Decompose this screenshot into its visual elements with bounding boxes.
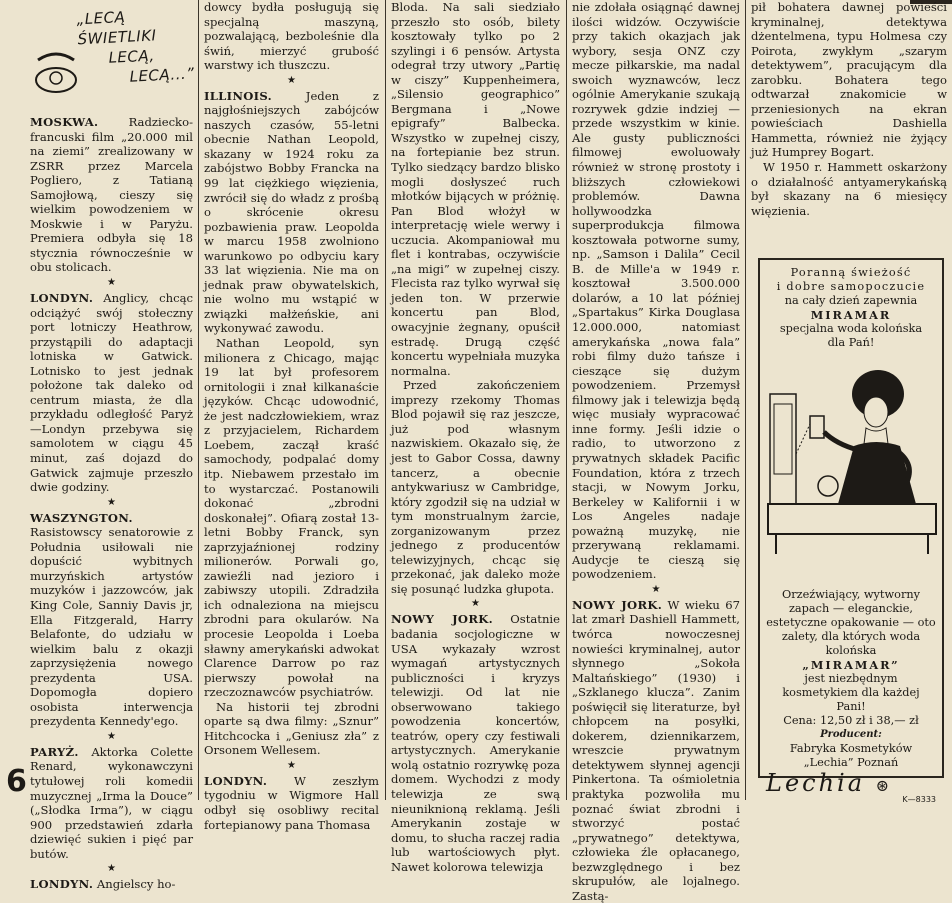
ad-description: Orzeźwiający, wytworny zapach — eleganckie, estetyczne opakowanie — oto zalety, dla których woda kolońska — [766, 588, 936, 657]
news-illinois-p3: Na historii tej zbrodni oparte są dwa filmy: „Sznur” Hitchcocka i „Geniusz zła” z Orsonem Wellesem. — [204, 699, 379, 758]
news-hammett-p2: W 1950 r. Hammett oskarżony o działalność antyamerykańską był skazany na 6 miesięcy więzienia. — [751, 160, 947, 218]
news-londyn-farmers-cont: dowcy bydła posługują się specjalną maszyną, pozwalającą, bezboleśnie dla świń, mierzyć grubość warstwy ich tłuszczu. — [204, 0, 379, 73]
separator-star: ★ — [107, 730, 116, 742]
lechia-emblem-icon: ⊛ — [875, 776, 893, 795]
miramar-advertisement — [758, 258, 944, 804]
separator-star: ★ — [287, 74, 296, 86]
separator-star: ★ — [107, 496, 116, 508]
separator-star: ★ — [107, 863, 116, 875]
column-rule — [745, 0, 746, 800]
separator-star: ★ — [471, 598, 480, 610]
separator-star: ★ — [651, 583, 661, 595]
separator-star: ★ — [107, 277, 116, 289]
column-5 — [751, 0, 947, 250]
news-londyn-farmers: LONDYN. Angielscy ho- — [30, 877, 176, 892]
news-paryz: PARYŻ. Aktorka Colette Renard, wykonawczyni tytułowej roli komedii muzycznej „Irma la Douce” („Słodka Irma”), w ciągu 900 przedstawień zdarła dziewięć sukien i pięć par butów. — [30, 744, 193, 861]
news-waszyngton: WASZYNGTON. Rasistowscy senatorowie z Południa usiłowali nie dopuścić wybitnych murzyńskich artystów muzyków i jazzowców, jak King Cole, Sanniy Davis jr, Ella Fitzgerald, Harry Belafonte, do udziału w wielkim balu z okazji zaprzysiężenia nowego prezydenta USA. Dopomogła dopiero osobista interwencja prezydenta Kennedy'ego. — [30, 510, 193, 729]
ad-line: specjalna woda kolońska — [779, 322, 923, 335]
column-2 — [204, 0, 380, 832]
ad-brand: MIRAMAR — [810, 308, 892, 322]
column-rule — [566, 0, 567, 800]
column-3 — [391, 0, 560, 874]
ad-brand: „MIRAMAR” — [802, 658, 900, 672]
column-4 — [572, 0, 740, 903]
ad-code: K—8333 — [902, 795, 936, 804]
woman-illustration — [766, 354, 936, 584]
news-nowy-jork-hammett: NOWY JORK. W wieku 67 lat zmarł Dashiell Hammett, twórca nowoczesnej nowieści kryminalnej, autor słynnego „Sokoła Maltańskiego” (1930) i „Szklanego klucza”. Zanim poświęcił się literaturze, był chłopcem na posyłki, dokerem, dziennikarzem, wreszcie prywatnym detektywem słynnej agencji Pinkertona. Ta ośmioletnia praktyka pozwoliła mu poznać świat zbrodni i stworzyć postać „prywatnego” detektywa, człowieka źle opłacanego, bezwzględnego i bez skrupułów, ale lojalnego. Zastą- — [572, 597, 740, 903]
column-title: „LECĄ ŚWIETLIKI LECĄ, LECĄ...” — [76, 7, 195, 86]
page-number: 6 — [6, 764, 27, 799]
news-moskwa: MOSKWA. Radziecko-francuski film „20.000 mil na ziemi” zrealizowany w ZSRR przez Marcela Pogliero, z Tatianą Samojłową, cieszy się wielkim powodzeniem w Moskwie i w Paryżu. Premiera odbyła się 18 stycznia równocześnie w obu stolicach. — [30, 115, 193, 275]
ad-producer-label: Producent: — [820, 729, 882, 740]
column-logo — [30, 0, 193, 115]
news-illinois-p2: Nathan Leopold, syn milionera z Chicago, mając 19 lat był profesorem ornitologii i znał kilkanaście języków. Chcąc udowodnić, że jest nadczłowiekiem, wraz z przyjacielem, Richardem Loebem, zaczął kraść samochody, podpalać domy itp. Niebawem przestało im to wystarczać. Postanowili dokonać „zbrodni doskonałej”. Ofiarą został 13-letni Bobby Franck, syn zaprzyjaźnionej rodziny milionerów. Porwali go, zawieźli nad jezioro i zabiwszy utopili. Zdradziła ich odnaleziona na miejscu zbrodni para okularów. Na procesie Leopolda i Loeba sławny amerykański adwokat Clarence Darrow po raz pierwszy powołał na rzeczoznawców psychiatrów. — [204, 336, 379, 700]
ad-line: dla Pań! — [827, 336, 875, 349]
telephone-icon — [32, 30, 82, 100]
ad-line: Poranną świeżość — [790, 266, 912, 279]
column-rule — [385, 0, 386, 800]
news-recital-p2: Przed zakończeniem imprezy rzekomy Thomas Blod pojawił się raz jeszcze, już pod własnym nazwiskiem. Okazało się, że jest to Gabor Cossa, dawny tancerz, a obecnie antykwariusz w Cambridge, który zgodził się na udział w tym monstrualnym żarcie, zorganizowanym przez jednego z producentów telewizyjnych, chcąc się przekonać, jak daleko może się posunąć ludzka głupota. — [391, 378, 560, 596]
woman-perfume-icon — [766, 354, 938, 584]
news-hammett-cont: pił bohatera dawnej powieści kryminalnej, detektywa dżentelmena, typu Holmesa czy Poirota, zwykłym „szarym detektywem”, pracującym dla zarobku. Bohatera tego odtwarzał znakomicie w przeniesionych na ekran powieściach Dashiella Hammetta, również nie żyjący już Humprey Bogart. — [751, 0, 947, 160]
news-nowy-jork-tv: NOWY JORK. Ostatnie badania socjologiczne w USA wykazały wzrost wymagań artystycznych publiczności i kryzys telewizji. Od lat nie obserwowano takiego powodzenia koncertów, teatrów, opery czy festiwali artystycznych. Amerykanie wolą ostatnio rozrywkę poza domem. Wychodzi z mody telewizja ze swą nieuniknioną reklamą. Jeśli Amerykanin zostaje w domu, to słucha raczej radia lub wartościowych płyt. Nawet kolorowa telewizja — [391, 612, 560, 874]
news-recital-cont: Bloda. Na sali siedziało przeszło sto osób, bilety kosztowały tylko po 2 szylingi i 6 pensów. Artysta odegrał trzy utwory „Partię w ciszy” Kuppenheimera, „Silensio geographico” Bergmana i „Nowe epigrafy” Balbecka. Wszystko w zupełnej ciszy, na fortepianie bez strun. Tylko siedzący bardzo blisko mogli dosłyszeć ruch młotków bijących w próżnię. Pan Blod włożył w interpretację wiele werwy i uczucia. Akompaniował mu flet i kontrabas, oczywiście „na migi” w zupełnej ciszy. Flecista raz tylko wyrwał się jeden ton. W przerwie koncertu pan Blod, owacyjnie żegnany, opuścił estradę. Drugą część koncertu wypełniała muzyka normalna. — [391, 0, 560, 378]
column-1 — [30, 0, 195, 892]
ad-description: jest niezbędnym kosmetykiem dla każdej Pani! — [782, 672, 920, 713]
news-londyn-airport: LONDYN. Anglicy, chcąc odciążyć swój stołeczny port lotniczy Heathrow, przystąpili do adaptacji lotniska w Gatwick. Lotnisko to jest jednak położone tak daleko od centrum miasta, że dla przykładu odległość Paryż—Londyn przebywa się samolotem w ciągu 45 minut, zaś dojazd do Gatwick zajmuje przeszło dwie godziny. — [30, 291, 193, 495]
column-rule — [198, 0, 199, 800]
news-nowy-jork-tv-cont: nie zdołała osiągnąć dawnej ilości widzów. Oczywiście przy takich okazjach jak wybory, sesja ONZ czy mecze piłkarskie, ma nadal swoich wyznawców, lecz ogólnie Amerykanie szukają rozrywek gdzie indziej — przede wszystkim w kinie. Ale gusty publiczności filmowej ewoluowały również w stronę prostoty i bliższych człowiekowi problemów. Dawna hollywoodzka superprodukcja filmowa kosztowała potworne sumy, np. „Samson i Dalila” Cecil B. de Mille'a w 1949 r. kosztował 3.500.000 dolarów, a 10 lat później „Spartakus” Kirka Douglasa 12.000.000, natomiast amerykańska „nowa fala” robi filmy dużo tańsze i cieszące się dużym powodzeniem. Przemysł filmowy jak i telewizja będą więc musiały wypracować inne formy. Jeśli idzie o radio, to utworzono z prywatnych składek Pacific Foundation, która z trzech stacji, w Nowym Jorku, Berkeley w Kalifornii i w Los Angeles nadaje poważną muzykę, nie przerywaną reklamami. Audycje te cieszą się powodzeniem. — [572, 0, 740, 582]
lechia-logo: Lechia ⊛ — [766, 769, 893, 797]
news-illinois: ILLINOIS. Jeden z najgłośniejszych zabójców naszych czasów, 55-letni obecnie Nathan Leopold, skazany w 1924 roku za zabójstwo Bobby Francka na 99 lat ciężkiego więzienia, zwrócił się do władz z prośbą o skrócenie okresu pozbawienia praw. Leopolda w marcu 1958 zwolniono warunkowo po odbyciu kary 33 lat więzienia. Nie ma on jednak praw obywatelskich, nie wolno mu wstąpić w związki małżeńskie, ani wykonywać zawodu. — [204, 88, 379, 336]
news-londyn-recital: LONDYN. W zeszłym tygodniu w Wigmore Hall odbył się osobliwy recital fortepianowy pana Thomasa — [204, 773, 380, 832]
ad-price: Cena: 12,50 zł i 38,— zł — [783, 714, 919, 727]
separator-star: ★ — [287, 759, 296, 771]
ad-line: i dobre samopoczucie — [776, 280, 926, 293]
ad-producer: Fabryka Kosmetyków „Lechia” Poznań — [789, 742, 913, 769]
ad-line: na cały dzień zapewnia — [784, 294, 918, 307]
